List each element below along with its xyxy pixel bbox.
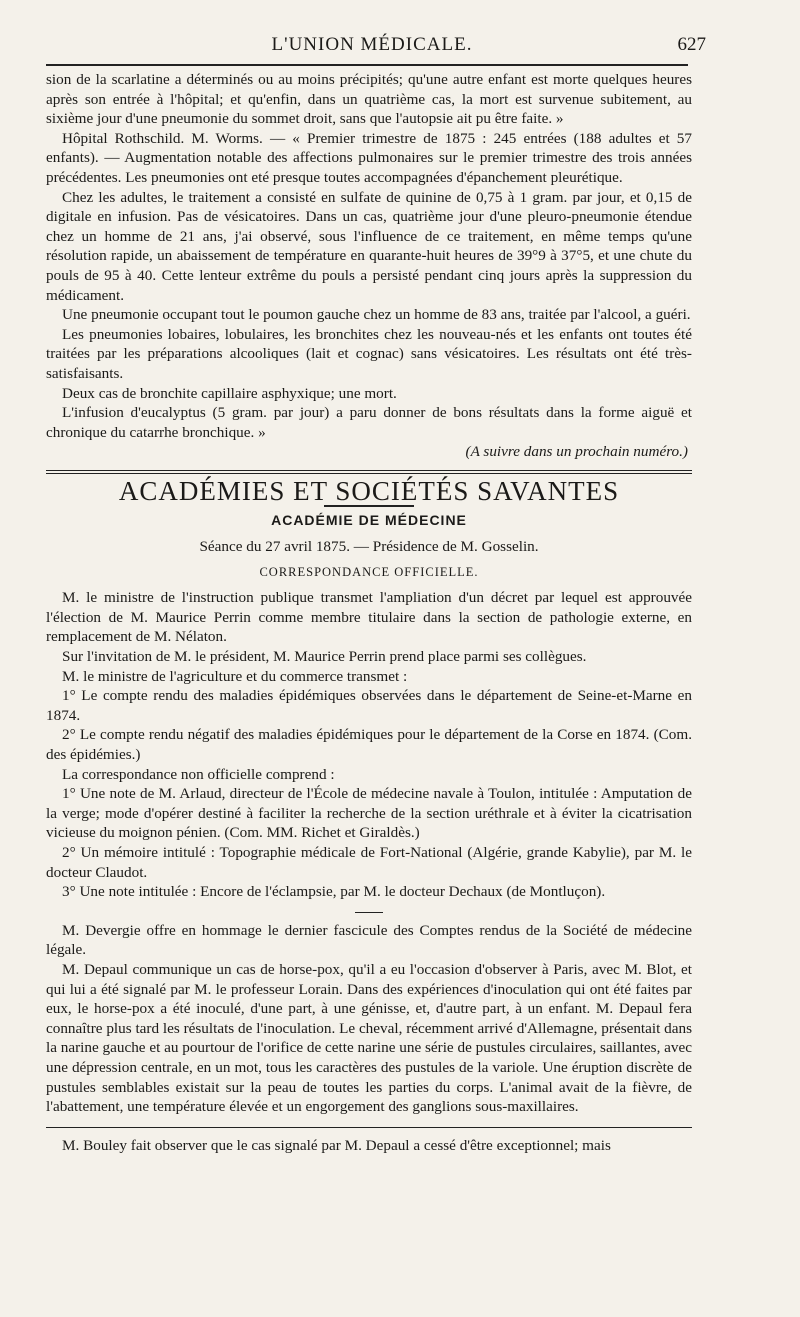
paragraph: 2° Un mémoire intitulé : Topographie médicale de Fort-National (Algérie, grande Kabylie), par M. le docteur Claudot. xyxy=(46,843,692,881)
paragraph: 1° Le compte rendu des maladies épidémiques observées dans le département de Seine-et-Marne en 1874. xyxy=(46,687,692,724)
journal-title: L'UNION MÉDICALE. xyxy=(271,34,473,55)
paragraph: M. Depaul communique un cas de horse-pox, qu'il a eu l'occasion d'observer à Paris, avec M. Blot, et qui lui a été signalé par M. le professeur Lorain. Dans des expériences d'inoculation qui ont été faites par eux, le horse-pox a été inoculé, d'une part, à une génisse, et, d'autre part, à un enfant. M. Depaul fera connaître plus tard les résultats de l'inoculation. Le cheval, récemment arrivé d'Allemagne, présentait dans la narine gauche et au pourtour de l'orifice de cette narine une série de pustules circulaires, saillantes, avec une dépression centrale, en un mot, tous les caractères des pustules de la variole. Une éruption discrète de pustules semblables existait sur la peau de toutes les parties du corps. L'animal avait de la fièvre, de l'abattement, une température élevée et un engorgement des ganglions sous-maxillaires. xyxy=(46,960,692,1116)
page-number: 627 xyxy=(677,34,706,55)
section-separator xyxy=(46,470,692,474)
paragraph: 1° Une note de M. Arlaud, directeur de l'École de médecine navale à Toulon, intitulée : Amputation de la verge; mode d'opérer destiné à faciliter la recherche de la section uréthrale et à éviter la cicatrisation vicieuse du moignon pénien. (Com. MM. Richet et Giraldès.) xyxy=(46,785,692,842)
seance-line: Séance du 27 avril 1875. — Présidence de M. Gosselin. xyxy=(199,538,539,556)
paragraph: Les pneumonies lobaires, lobulaires, les bronchites chez les nouveau-nés et les enfants ont toutes été traitées par les préparations alcooliques (lait et cognac) sans vésicatoires. Les résultats ont été très-satisfaisants. xyxy=(46,325,692,382)
paragraph: sion de la scarlatine a déterminés ou au moins précipités; qu'une autre enfant est morte quelques heures après son entrée à l'hôpital; et qu'enfin, dans un quatrième cas, la mort est survenue subitement, au sixième jour d'une pneumonie du sommet droit, sans que l'autopsie ait pu être faite. » xyxy=(46,71,692,128)
paragraph: Deux cas de bronchite capillaire asphyxique; une mort. xyxy=(62,384,397,402)
correspondance-title: CORRESPONDANCE OFFICIELLE. xyxy=(259,564,479,579)
paragraph: M. Devergie offre en hommage le dernier fascicule des Comptes rendus de la Société de médecine légale. xyxy=(46,921,692,959)
paragraph: M. Bouley fait observer que le cas signalé par M. Depaul a cessé d'être exceptionnel; mais xyxy=(62,1136,611,1154)
paragraph: M. le ministre de l'agriculture et du commerce transmet : xyxy=(62,667,408,685)
paragraph: 2° Le compte rendu négatif des maladies épidémiques pour le département de la Corse en 1874. (Com. des épidémies.) xyxy=(46,726,692,763)
paragraph: L'infusion d'eucalyptus (5 gram. par jour) a paru donner de bons résultats dans la forme aiguë et chronique du catarrhe bronchique. » xyxy=(46,404,692,441)
paragraph: Chez les adultes, le traitement a consisté en sulfate de quinine de 0,75 à 1 gram. par jour, et 0,15 de digitale en infusion. Pas de vésicatoires. Dans un cas, quatrième jour d'une pleuro-pneumonie étendue chez un homme de 21 ans, j'ai observé, sous l'influence de ce traitement, en même temps qu'une résolution rapide, un abaissement de température en quarante-huit heures de 39°9 à 37°5, et une chute du pouls de 95 à 40. Cette lenteur extrême du pouls a persisté pendant cinq jours après la suppression du médicament. xyxy=(46,188,692,304)
article-body xyxy=(46,70,692,1155)
footnote-rule xyxy=(46,1127,692,1128)
paragraph: Sur l'invitation de M. le président, M. Maurice Perrin prend place parmi ses collègues. xyxy=(62,648,587,666)
paragraph: 3° Une note intitulée : Encore de l'éclampsie, par M. le docteur Dechaux (de Montluçon). xyxy=(62,883,606,901)
paragraph: Une pneumonie occupant tout le poumon gauche chez un homme de 83 ans, traitée par l'alcool, a guéri. xyxy=(62,306,691,324)
section-title: ACADÉMIES ET SOCIÉTÉS SAVANTES xyxy=(118,475,620,506)
paragraph: La correspondance non officielle comprend : xyxy=(62,765,335,783)
short-separator xyxy=(355,912,383,913)
paragraph: Hôpital Rothschild. M. Worms. — « Premier trimestre de 1875 : 245 entrées (188 adultes et 57 enfants). — Augmentation notable des affections pulmonaires sur le premier trimestre des trois années précédentes. Les pneumonies ont eté presque toutes accompagnées d'épanchement pleurétique. xyxy=(46,129,692,186)
to-follow-note: (A suivre dans un prochain numéro.) xyxy=(465,443,688,461)
subsection-title: ACADÉMIE DE MÉDECINE xyxy=(271,512,467,529)
page-header xyxy=(44,32,706,62)
paragraph: M. le ministre de l'instruction publique transmet l'ampliation d'un décret par lequel est approuvée l'élection de M. Maurice Perrin comme membre titulaire dans la section de pathologie externe, en remplacement de M. Nélaton. xyxy=(46,589,692,646)
header-rule xyxy=(46,64,688,66)
